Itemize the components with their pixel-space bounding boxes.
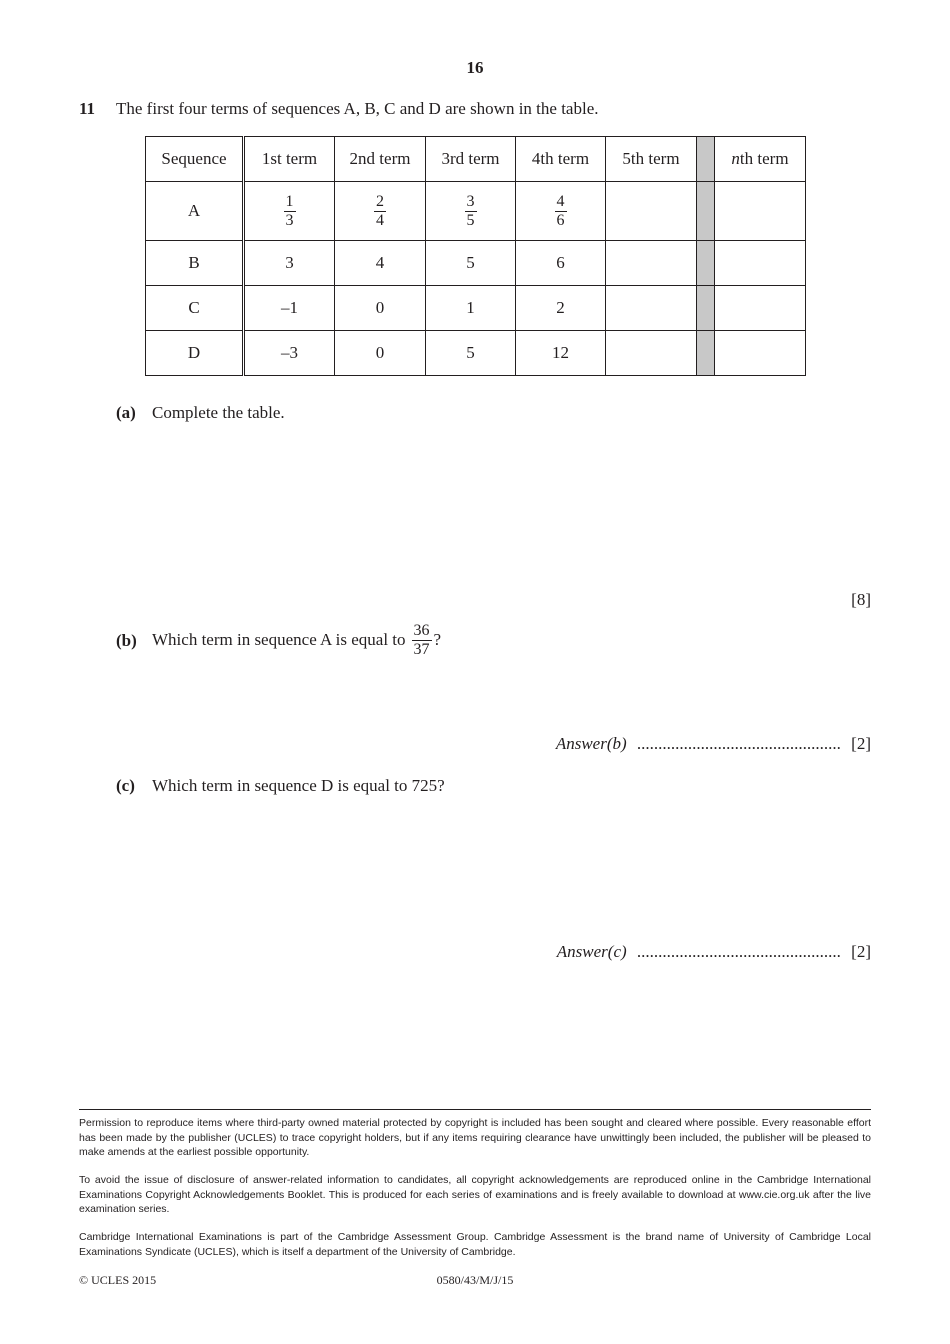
answer-cell-nth[interactable] xyxy=(715,286,806,331)
answer-b-marks: [2] xyxy=(851,734,871,753)
denominator: 37 xyxy=(413,640,430,658)
table-header-row xyxy=(146,137,806,182)
term-cell: 12 xyxy=(516,331,606,376)
answer-c-line[interactable] xyxy=(557,942,871,962)
part-b-text-line xyxy=(152,622,441,658)
answer-b-dots[interactable]: ................................................ xyxy=(636,734,841,753)
term-cell: 5 xyxy=(426,331,516,376)
footer-paper-code: 0580/43/M/J/15 xyxy=(436,1273,514,1287)
page-number: 16 xyxy=(466,58,484,77)
numerator: 4 xyxy=(556,192,565,210)
denominator: 3 xyxy=(285,211,294,229)
numerator: 2 xyxy=(376,192,384,210)
footer-cambridge-text: Cambridge International Examinations is part of the Cambridge Assessment Group. Cambridge Assessment is the brand name of University of Cambridge Local Examinations Syndicate (UCLES), which is itself a department of the University of Cambridge. xyxy=(79,1231,871,1258)
table-row-a xyxy=(146,182,806,241)
denominator: 4 xyxy=(376,211,384,229)
part-a-marks: [8] xyxy=(851,590,871,609)
denominator: 5 xyxy=(466,211,475,229)
numerator: 36 xyxy=(413,621,430,639)
part-c-text: Which term in sequence D is equal to 725? xyxy=(152,776,445,795)
numerator: 3 xyxy=(466,192,475,210)
term-cell xyxy=(244,182,335,241)
footer-divider xyxy=(79,1109,871,1110)
answer-cell-nth[interactable] xyxy=(715,182,806,241)
denominator: 6 xyxy=(556,211,565,229)
term-cell: 1 xyxy=(426,286,516,331)
footer-permission-text: Permission to reproduce items where third-party owned material protected by copyright is included has been sought and cleared where possible. Every reasonable effort has been made by the publisher (UCLES) to trace copyright holders, but if any items requiring clearance have unwittingly been included, the publisher will be pleased to make amends at the earliest possible opportunity. xyxy=(79,1117,871,1158)
answer-cell-5th[interactable] xyxy=(606,286,697,331)
term-cell: 5 xyxy=(426,241,516,286)
part-b-label: (b) xyxy=(116,631,137,650)
separator-column xyxy=(697,137,715,182)
answer-c-dots[interactable]: ................................................ xyxy=(636,942,841,961)
part-c-label: (c) xyxy=(116,776,135,795)
header-5th-term: 5th term xyxy=(606,137,697,182)
separator-column xyxy=(697,182,715,241)
header-nth-term xyxy=(715,137,806,182)
answer-c-marks: [2] xyxy=(851,942,871,961)
term-cell: 0 xyxy=(335,331,426,376)
part-b-fraction xyxy=(412,623,432,658)
term-cell: 4 xyxy=(335,241,426,286)
footer-copyright: © UCLES 2015 xyxy=(79,1273,157,1287)
part-b-suffix: ? xyxy=(433,630,442,649)
term-cell: 0 xyxy=(335,286,426,331)
footer-acknowledgements-text: To avoid the issue of disclosure of answer-related information to candidates, all copyright acknowledgements are reproduced online in the Cambridge International Examinations Copyright Acknowledgements Booklet. This is produced for each series of examinations and is freely available to download at www.cie.org.uk after the live examination series. xyxy=(79,1174,871,1215)
answer-c-label: Answer(c) xyxy=(556,942,627,961)
row-label: C xyxy=(146,286,244,331)
separator-column xyxy=(697,286,715,331)
sequence-table xyxy=(145,136,806,376)
answer-cell-5th[interactable] xyxy=(606,331,697,376)
header-2nd-term: 2nd term xyxy=(335,137,426,182)
header-4th-term: 4th term xyxy=(516,137,606,182)
term-cell xyxy=(335,182,426,241)
nth-italic-n: n xyxy=(731,149,740,168)
row-label: B xyxy=(146,241,244,286)
part-a-label: (a) xyxy=(116,403,136,422)
fraction xyxy=(374,194,386,229)
term-cell: –1 xyxy=(244,286,335,331)
separator-column xyxy=(697,331,715,376)
numerator: 1 xyxy=(285,192,294,210)
nth-rest: th term xyxy=(739,149,789,168)
term-cell: 6 xyxy=(516,241,606,286)
fraction xyxy=(284,194,296,229)
term-cell xyxy=(426,182,516,241)
answer-cell-5th[interactable] xyxy=(606,182,697,241)
answer-cell-5th[interactable] xyxy=(606,241,697,286)
question-text: The first four terms of sequences A, B, C and D are shown in the table. xyxy=(116,99,599,118)
part-b-text: Which term in sequence A is equal to xyxy=(152,630,406,649)
row-label: A xyxy=(146,182,244,241)
term-cell: 2 xyxy=(516,286,606,331)
table-row-b xyxy=(146,241,806,286)
header-sequence: Sequence xyxy=(146,137,244,182)
row-label: D xyxy=(146,331,244,376)
part-a-text: Complete the table. xyxy=(152,403,285,422)
answer-b-line[interactable] xyxy=(556,734,871,754)
term-cell xyxy=(516,182,606,241)
fraction xyxy=(555,194,567,229)
table-row-d xyxy=(146,331,806,376)
question-number: 11 xyxy=(79,99,96,118)
answer-b-label: Answer(b) xyxy=(555,734,627,753)
header-3rd-term: 3rd term xyxy=(426,137,516,182)
answer-cell-nth[interactable] xyxy=(715,331,806,376)
separator-column xyxy=(697,241,715,286)
table-row-c xyxy=(146,286,806,331)
answer-cell-nth[interactable] xyxy=(715,241,806,286)
term-cell: –3 xyxy=(244,331,335,376)
term-cell: 3 xyxy=(244,241,335,286)
fraction xyxy=(465,194,477,229)
header-1st-term: 1st term xyxy=(244,137,335,182)
